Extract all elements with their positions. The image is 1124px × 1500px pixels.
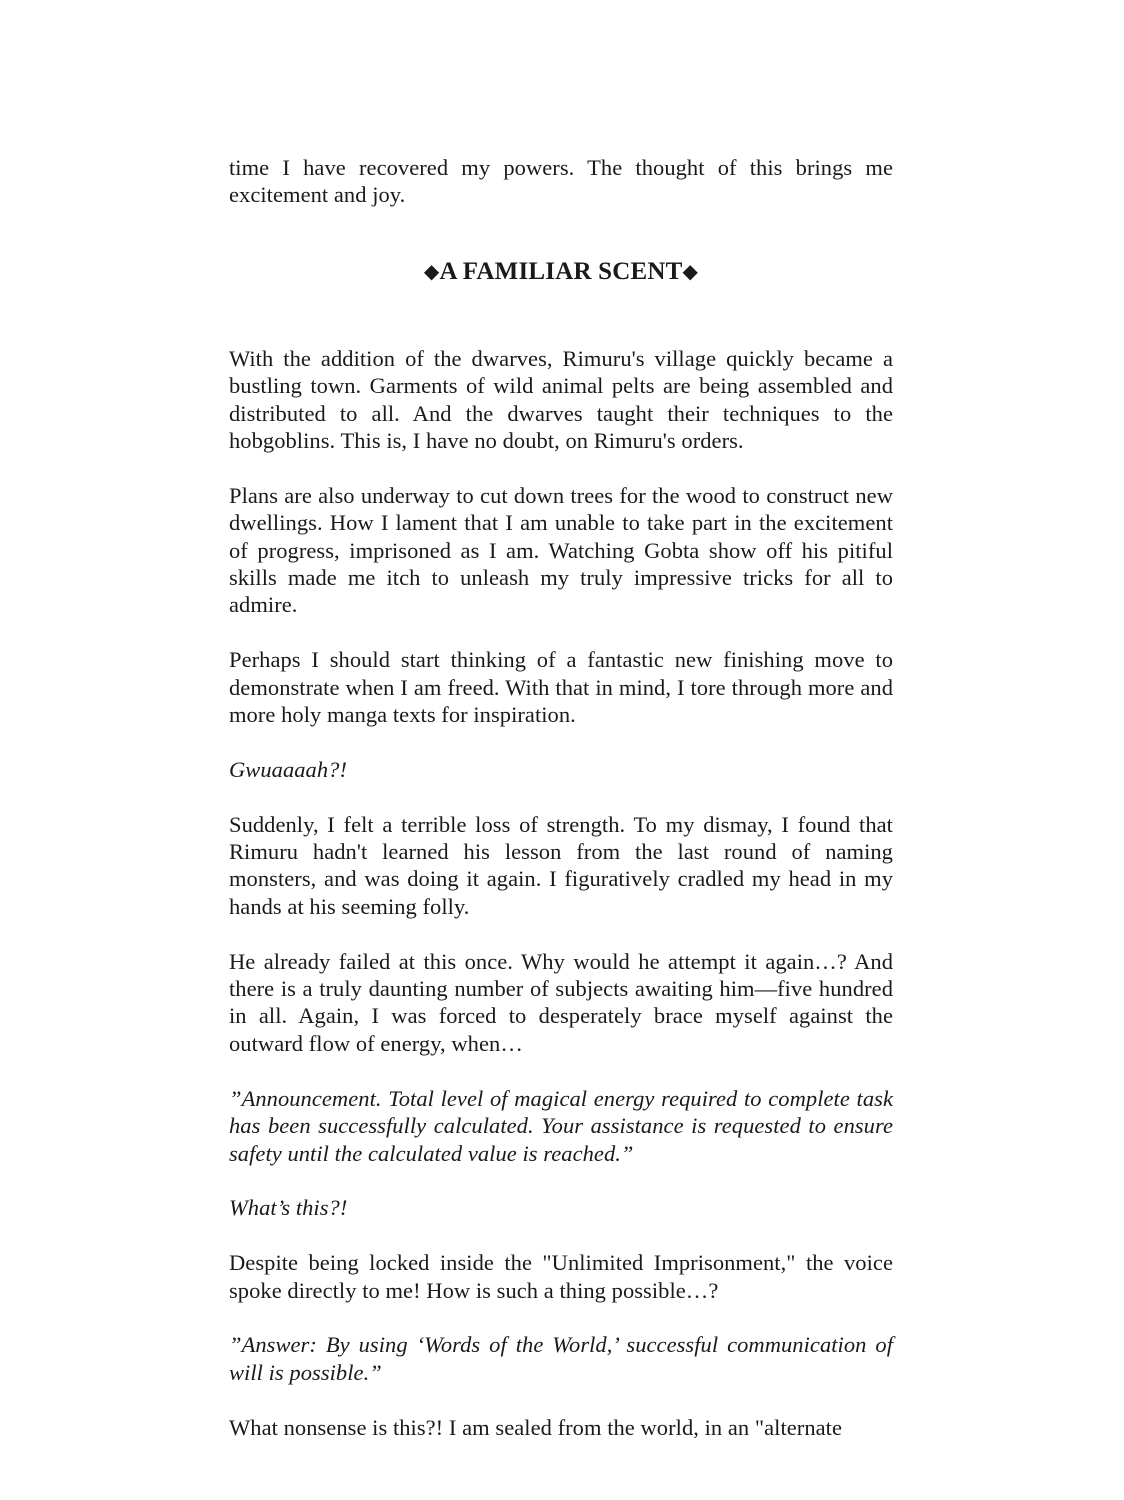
paragraph: Despite being locked inside the "Unlimited Imprisonment," the voice spoke directly to me! How is such a thing possible…? <box>229 1250 893 1303</box>
section-heading-title: A FAMILIAR SCENT <box>439 257 683 285</box>
paragraph: What nonsense is this?! I am sealed from the world, in an "alternate <box>229 1414 843 1440</box>
diamond-ornament-icon: ◆ <box>682 260 699 283</box>
paragraph: Suddenly, I felt a terrible loss of strength. To my dismay, I found that Rimuru hadn't learned his lesson from the last round of naming monsters, and was doing it again. I figuratively cradled my head in my hands at his seeming folly. <box>229 811 893 919</box>
answer-quote: ”Answer: By using ‘Words of the World,’ successful communication of will is possible.” <box>229 1332 893 1385</box>
opening-paragraph: time I have recovered my powers. The thought of this brings me excitement and joy. <box>229 155 893 208</box>
italic-exclamation: What’s this?! <box>229 1195 348 1221</box>
section-heading <box>229 257 893 288</box>
paragraph: Perhaps I should start thinking of a fantastic new finishing move to demonstrate when I am freed. With that in mind, I tore through more and more holy manga texts for inspiration. <box>229 647 893 728</box>
page-content <box>229 154 893 1441</box>
paragraph: He already failed at this once. Why would he attempt it again…? And there is a truly daunting number of subjects awaiting him—five hundred in all. Again, I was forced to desperately brace myself against the outward flow of energy, when… <box>229 948 893 1056</box>
diamond-ornament-icon: ◆ <box>423 260 440 283</box>
paragraph: Plans are also underway to cut down trees for the wood to construct new dwellings. How I lament that I am unable to take part in the excitement of progress, imprisoned as I am. Watching Gobta show off his pitiful skills made me itch to unleash my truly impressive tricks for all to admire. <box>229 482 893 618</box>
paragraph: With the addition of the dwarves, Rimuru's village quickly became a bustling town. Garments of wild animal pelts are being assembled and distributed to all. And the dwarves taught their techniques to the hobgoblins. This is, I have no doubt, on Rimuru's orders. <box>229 345 893 454</box>
announcement-quote: ”Announcement. Total level of magical energy required to complete task has been successfully calculated. Your assistance is requested to ensure safety until the calculated value is reached.” <box>229 1085 893 1166</box>
italic-exclamation: Gwuaaaah?! <box>229 756 347 782</box>
